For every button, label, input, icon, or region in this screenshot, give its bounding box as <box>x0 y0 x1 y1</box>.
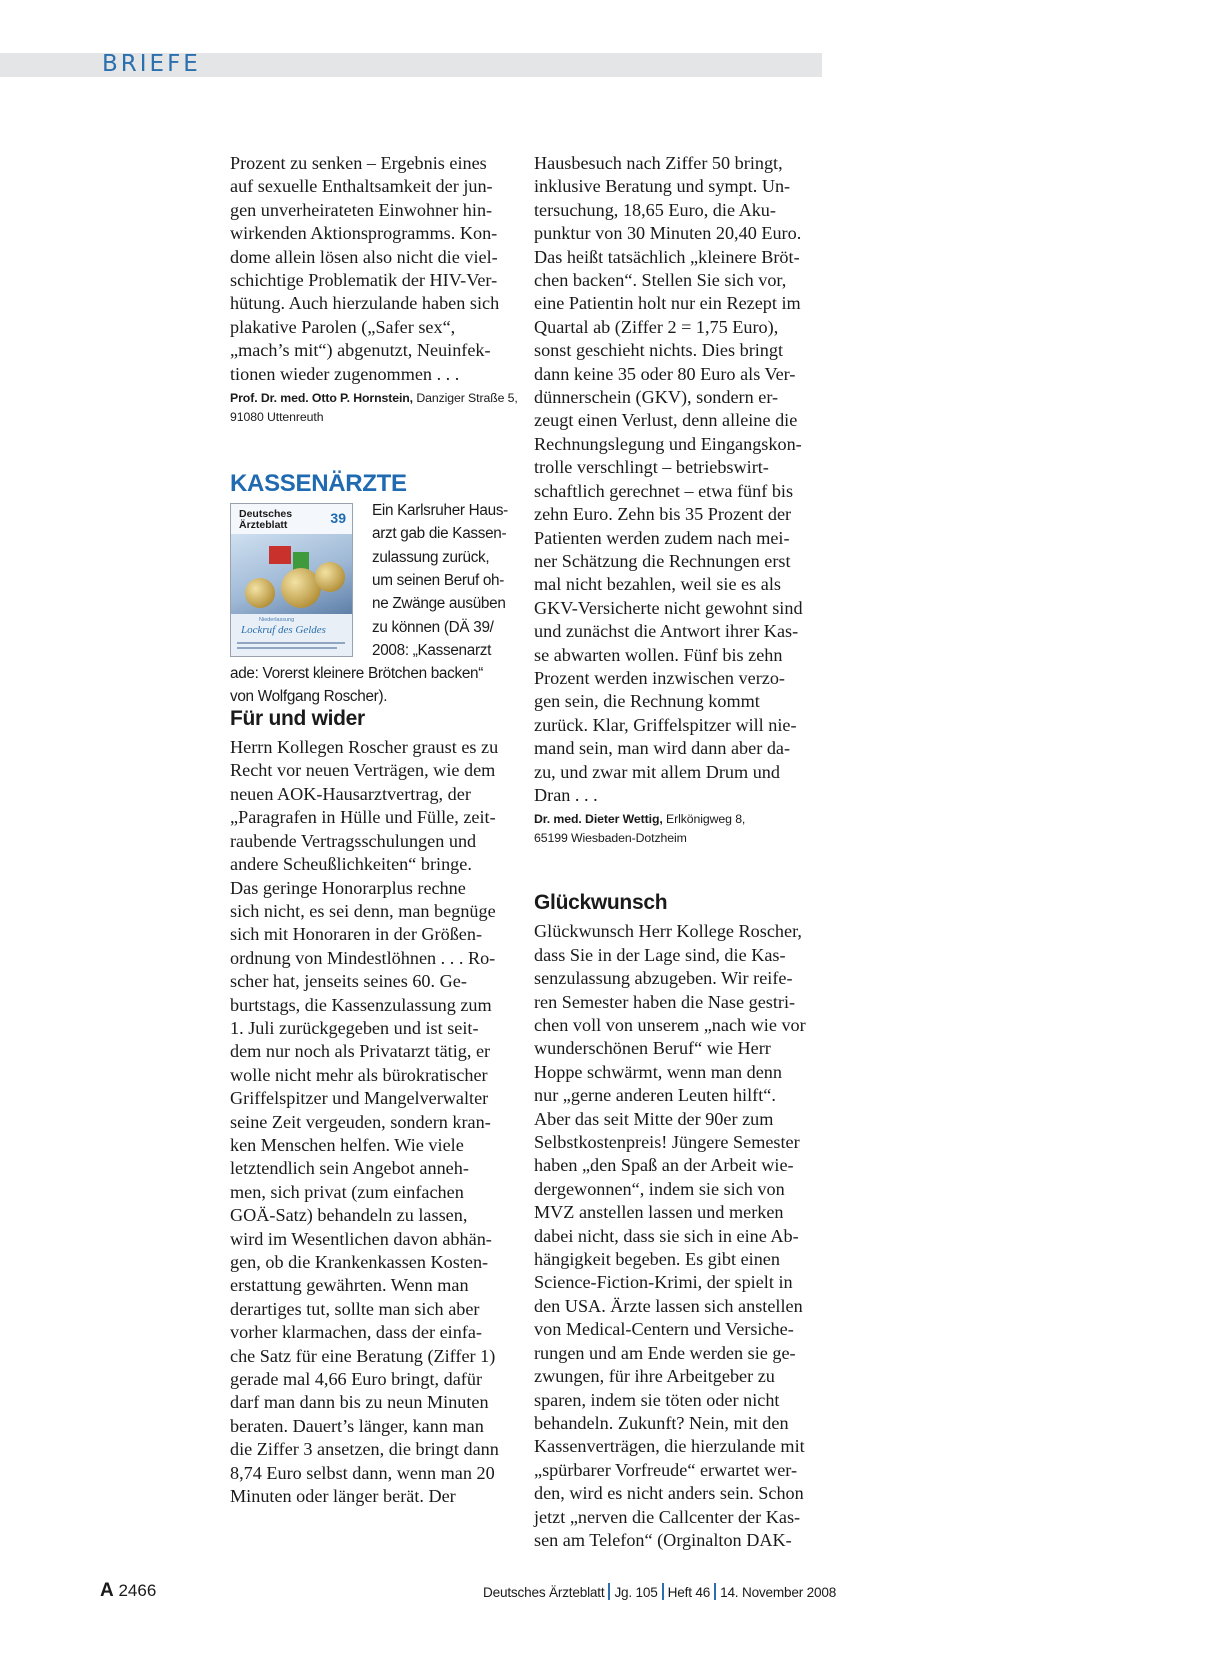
teaser-line: 2008: „Kassenarzt <box>372 641 492 659</box>
text-line: ren Semester haben die Nase gestri- <box>534 991 796 1012</box>
text-line: gen, ob die Krankenkassen Kosten- <box>230 1252 489 1272</box>
text-line: derartiges tut, sollte man sich aber <box>230 1298 480 1319</box>
text-line: GKV-Versicherte nicht gewohnt sind <box>534 597 803 618</box>
teaser-line: arzt gab die Kassen- <box>372 525 507 543</box>
left-column <box>230 152 518 1508</box>
right-column <box>534 152 824 1552</box>
text-line: Rechnungslegung und Eingangskon- <box>534 433 802 454</box>
text-line: auf sexuelle Enthaltsamkeit der jun- <box>230 176 493 197</box>
cover-image <box>231 534 352 614</box>
text-line: hütung. Auch hierzulande haben sich <box>230 293 500 314</box>
text-line: hängigkeit begeben. Es gibt einen <box>534 1249 780 1270</box>
text-line: wird im Wesentlichen davon abhän- <box>230 1228 492 1249</box>
text-line: sen am Telefon“ (Orginalton DAK- <box>534 1529 792 1550</box>
text-line: dann keine 35 oder 80 Euro als Ver- <box>534 363 796 384</box>
text-line: rungen und am Ende werden sie ge- <box>534 1342 796 1363</box>
text-line: schichtige Problematik der HIV-Ver- <box>230 270 498 291</box>
text-line: Science-Fiction-Krimi, der spielt in <box>534 1272 793 1293</box>
text-line: „mach’s mit“) abgenutzt, Neuinfek- <box>230 340 491 361</box>
text-line: den, wird es nicht anders sein. Schon <box>534 1483 804 1504</box>
text-line: vorher klarmachen, dass der einfa- <box>230 1322 482 1343</box>
text-line: dünnerschein (GKV), sondern er- <box>534 387 779 408</box>
letter-glueckwunsch-body <box>534 920 824 1552</box>
text-line: haben „den Spaß an der Arbeit wie- <box>534 1155 794 1176</box>
text-line: mand sein, man wird dann aber da- <box>534 738 791 759</box>
text-line: behandeln. Zukunft? Nein, mit den <box>534 1412 789 1433</box>
text-line: von Medical-Centern und Versiche- <box>534 1319 794 1340</box>
text-line: Selbstkostenpreis! Jüngere Semester <box>534 1132 800 1153</box>
text-line: eine Patientin holt nur ein Rezept im <box>534 293 801 314</box>
text-line: dome allein lösen also nicht die viel- <box>230 246 498 267</box>
text-line: dabei nicht, dass sie sich in eine Ab- <box>534 1225 799 1246</box>
teaser-line: zulassung zurück, <box>372 548 490 566</box>
teaser <box>230 499 515 706</box>
letter-glueckwunsch-title: Glückwunsch <box>534 891 668 915</box>
text-line: scher hat, jenseits seines 60. Ge- <box>230 971 467 992</box>
text-line: che Satz für eine Beratung (Ziffer 1) <box>230 1345 496 1366</box>
footer-issue: Heft 46 <box>667 1585 711 1600</box>
section-label: BRIEFE <box>102 51 201 77</box>
text-line: Griffelspitzer und Mangelverwalter <box>230 1088 489 1109</box>
footer-journal: Deutsches Ärzteblatt <box>483 1585 605 1600</box>
text-line: gerade mal 4,66 Euro bringt, dafür <box>230 1369 483 1390</box>
teaser-line: um seinen Beruf oh- <box>372 571 505 589</box>
text-line: tionen wieder zugenommen . . . <box>230 363 460 384</box>
footer-volume: Jg. 105 <box>614 1585 658 1600</box>
text-line: zeugt einen Verlust, denn alleine die <box>534 410 798 431</box>
letter-wettig-signature: Dr. med. Dieter Wettig, Erlkönigweg 8, <box>534 812 746 827</box>
text-line: punktur von 30 Minuten 20,40 Euro. <box>534 223 802 244</box>
text-line: seine Zeit vergeuden, sondern kran- <box>230 1111 491 1132</box>
text-line: MVZ anstellen lassen und merken <box>534 1202 784 1223</box>
letter-wettig-title: Für und wider <box>230 707 365 731</box>
text-line: Aber das seit Mitte der 90er zum <box>534 1108 774 1129</box>
text-line: letztendlich sein Angebot anneh- <box>230 1158 469 1179</box>
magazine-cover-thumbnail <box>230 503 353 657</box>
footer-date: 14. November 2008 <box>720 1585 837 1600</box>
text-line: andere Scheußlichkeiten“ bringe. <box>230 854 472 875</box>
text-line: Prozent werden inzwischen verzo- <box>534 667 785 688</box>
text-line: plakative Parolen („Safer sex“, <box>230 316 456 337</box>
text-line: schaftlich gerechnet – etwa fünf bis <box>534 480 794 501</box>
letter-wettig-body-part2 <box>534 152 824 807</box>
text-line: darf man dann bis zu neun Minuten <box>230 1392 489 1413</box>
text-line: Hausbesuch nach Ziffer 50 bringt, <box>534 153 783 173</box>
text-line: ordnung von Mindestlöhnen . . . Ro- <box>230 947 496 968</box>
letter-hornstein-address: 91080 Uttenreuth <box>230 410 324 425</box>
text-line: neuen AOK-Hausarztvertrag, der <box>230 783 471 804</box>
text-line: zehn Euro. Zehn bis 35 Prozent der <box>534 504 792 525</box>
text-line: Prozent zu senken – Ergebnis eines <box>230 153 487 173</box>
text-line: sonst geschieht nichts. Dies bringt <box>534 340 784 361</box>
teaser-line: ade: Vorerst kleinere Brötchen backen“ <box>230 665 484 683</box>
letter-hornstein-body <box>230 152 515 386</box>
text-line: nur „gerne anderen Leuten hilft“. <box>534 1085 776 1106</box>
text-line: Das geringe Honorarplus rechne <box>230 877 466 898</box>
letter-hornstein-signature: Prof. Dr. med. Otto P. Hornstein, Danziger Straße 5, <box>230 391 518 406</box>
text-line: chen backen“. Stellen Sie sich vor, <box>534 270 787 291</box>
letter-wettig-address: 65199 Wiesbaden-Dotzheim <box>534 831 687 846</box>
text-line: Herrn Kollegen Roscher graust es zu <box>230 737 499 758</box>
text-line: ner Schätzung die Rechnungen erst <box>534 550 791 571</box>
text-line: inklusive Beratung und sympt. Un- <box>534 176 791 197</box>
text-line: Quartal ab (Ziffer 2 = 1,75 Euro), <box>534 316 779 337</box>
text-line: trolle verschlingt – betriebswirt- <box>534 457 769 478</box>
text-line: Recht vor neuen Verträgen, wie dem <box>230 760 496 781</box>
text-line: „spürbarer Vorfreude“ erwartet wer- <box>534 1459 798 1480</box>
text-line: Minuten oder länger berät. Der <box>230 1486 456 1507</box>
text-line: Dran . . . <box>534 784 598 805</box>
text-line: sparen, indem sie töten oder nicht <box>534 1389 780 1410</box>
text-line: den USA. Ärzte lassen sich anstellen <box>534 1295 803 1316</box>
text-line: dergewonnen“, indem sie sich von <box>534 1178 785 1199</box>
page-number: A 2466 <box>100 1580 157 1601</box>
text-line: ken Menschen helfen. Wie viele <box>230 1134 464 1155</box>
teaser-text-continued <box>230 662 483 709</box>
teaser-text <box>372 499 508 662</box>
text-line: GOÄ-Satz) behandeln zu lassen, <box>230 1205 468 1226</box>
text-line: 8,74 Euro selbst dann, wenn man 20 <box>230 1462 495 1483</box>
text-line: Das heißt tatsächlich „kleinere Bröt- <box>534 246 800 267</box>
cover-caption: Niederlassung Lockruf des Geldes <box>231 614 352 656</box>
text-line: wolle nicht mehr als bürokratischer <box>230 1064 488 1085</box>
text-line: men, sich privat (zum einfachen <box>230 1181 464 1202</box>
text-line: sich nicht, es sei denn, man begnüge <box>230 900 496 921</box>
teaser-line: zu können (DÄ 39/ <box>372 618 494 636</box>
text-line: dass Sie in der Lage sind, die Kas- <box>534 944 786 965</box>
text-line: wirkenden Aktionsprogramms. Kon- <box>230 223 498 244</box>
text-line: jetzt „nerven die Callcenter der Kas- <box>534 1506 801 1527</box>
text-line: gen sein, die Rechnung kommt <box>534 691 760 712</box>
text-line: tersuchung, 18,65 Euro, die Aku- <box>534 199 776 220</box>
text-line: chen voll von unserem „nach wie vor <box>534 1015 806 1035</box>
text-line: erstattung gewährten. Wenn man <box>230 1275 469 1296</box>
letter-wettig-body-part1 <box>230 736 515 1508</box>
text-line: beraten. Dauert’s länger, kann man <box>230 1415 484 1436</box>
footer-citation <box>483 1583 836 1600</box>
text-line: und zunächst die Antwort ihrer Kas- <box>534 621 799 642</box>
text-line: senzulassung abzugeben. Wir reife- <box>534 968 793 989</box>
text-line: Glückwunsch Herr Kollege Roscher, <box>534 921 802 942</box>
text-line: sich mit Honoraren in der Größen- <box>230 924 483 945</box>
text-line: se abwarten wollen. Fünf bis zehn <box>534 644 783 665</box>
text-line: zwungen, für ihre Arbeitgeber zu <box>534 1366 775 1387</box>
text-line: dem nur noch als Privatarzt tätig, er <box>230 1041 491 1062</box>
teaser-line: von Wolfgang Roscher). <box>230 688 388 706</box>
cover-logo: Deutsches Ärzteblatt <box>239 508 293 532</box>
text-line: zu, und zwar mit allem Drum und <box>534 761 780 782</box>
text-line: Kassenverträgen, die hierzulande mit <box>534 1436 805 1457</box>
teaser-line: ne Zwänge ausüben <box>372 595 506 613</box>
text-line: „Paragrafen in Hülle und Fülle, zeit- <box>230 807 496 828</box>
section-heading: KASSENÄRZTE <box>230 470 407 498</box>
text-line: 1. Juli zurückgegeben und ist seit- <box>230 1017 479 1038</box>
text-line: wunderschönen Beruf“ wie Herr <box>534 1038 771 1059</box>
text-line: mal nicht bezahlen, weil sie es als <box>534 574 781 595</box>
text-line: die Ziffer 3 ansetzen, die bringt dann <box>230 1439 499 1460</box>
text-line: raubende Vertragsschulungen und <box>230 830 477 851</box>
text-line: burtstags, die Kassenzulassung zum <box>230 994 492 1015</box>
text-line: gen unverheirateten Einwohner hin- <box>230 199 493 220</box>
teaser-line: Ein Karlsruher Haus- <box>372 502 508 520</box>
text-line: zurück. Klar, Griffelspitzer will nie- <box>534 714 797 735</box>
text-line: Patienten werden zudem nach mei- <box>534 527 790 548</box>
cover-issue-number: 39 <box>330 510 346 527</box>
text-line: Hoppe schwärmt, wenn man denn <box>534 1061 782 1082</box>
